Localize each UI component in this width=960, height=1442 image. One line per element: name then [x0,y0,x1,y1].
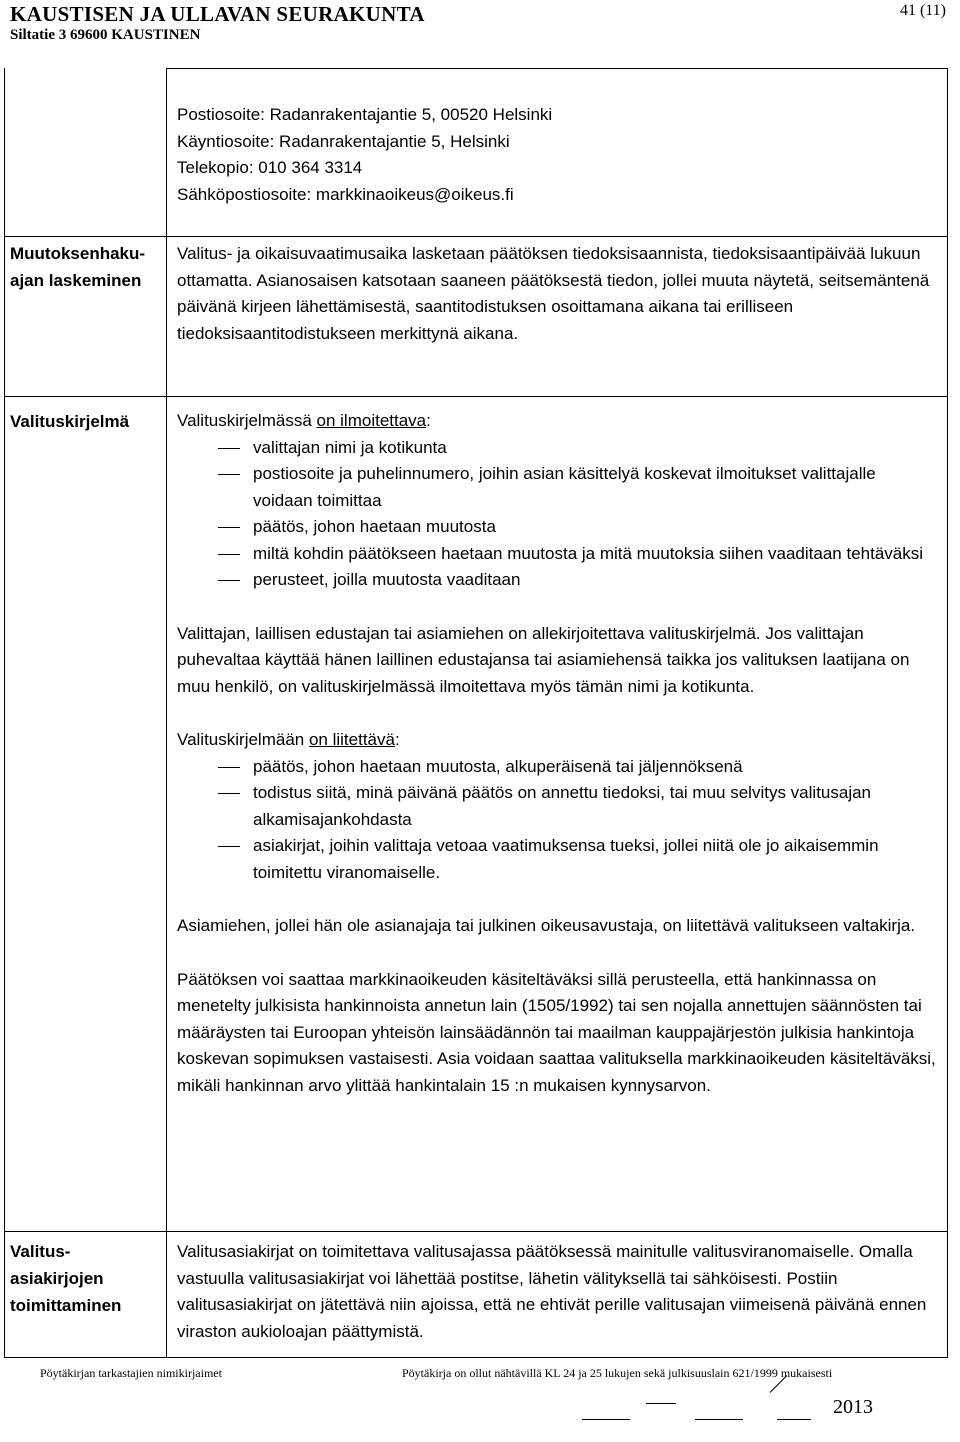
list-item-text: todistus siitä, minä päivänä päätös on annettu tiedoksi, tai muu selvitys valitusajan alkamisajankohdasta [253,783,872,829]
list-item [177,435,939,462]
table-column-divider [166,68,167,1358]
list-item-text: päätös, johon haetaan muutosta, alkuperäisenä tai jäljennöksenä [253,756,743,776]
dash-bullet-icon [218,580,240,581]
dash-bullet-icon [218,793,240,794]
appeal-period-label-line-2: ajan laskeminen [10,271,142,290]
required-info-heading [177,408,939,435]
organization-name: KAUSTISEN JA ULLAVAN SEURAKUNTA [10,2,425,26]
list-item-text: asiakirjat, joihin valittaja vetoaa vaatimuksensa tueksi, jollei niitä ole jo aikaisemmin toimitettu viranomaiselle. [253,836,879,882]
row-divider-2 [4,396,948,397]
signature-line-2 [646,1403,676,1404]
table-left-border [4,68,5,1358]
list-item-text: päätös, johon haetaan muutosta [253,517,496,536]
required-info-list [177,435,939,594]
signature-line-4 [777,1419,811,1420]
required-info-underlined: on ilmoitettava [316,411,427,430]
dash-bullet-icon [218,767,240,768]
table-top-border [166,68,948,69]
table-bottom-border [4,1357,948,1358]
page-number: 41 (11) [899,2,946,19]
list-item [177,514,939,541]
required-info-prefix: Valituskirjelmässä [177,411,317,430]
appeal-letter-content [177,408,939,1099]
signature-line-1 [582,1419,630,1420]
row-divider-3 [4,1231,948,1232]
dash-bullet-icon [218,527,240,528]
delivery-label [10,1238,160,1319]
delivery-paragraph: Valitusasiakirjat on toimitettava valitusajassa päätöksessä mainitulle valitusviranomaiselle. Omalla vastuulla valitusasiakirjat voi lähettää postitse, lähetin välityksellä tai sähköisesti. Postiin valitusasiakirjat on jätettävä niin ajoissa, että ne ehtivät perille valitusajan viimeisenä päivänä ennen viraston aukioloajan päättymistä. [177,1242,927,1341]
dash-bullet-icon [218,846,240,847]
signature-line-3 [695,1419,743,1420]
attachments-heading [177,727,939,754]
postal-address: Postiosoite: Radanrakentajantie 5, 00520 Helsinki [177,105,553,124]
delivery-label-line-1: Valitus- [10,1242,71,1261]
list-item [177,541,939,568]
delivery-label-line-2: asiakirjojen [10,1269,104,1288]
list-item [177,833,939,886]
list-item-text: valittajan nimi ja kotikunta [253,437,447,457]
delivery-label-line-3: toimittaminen [10,1296,122,1315]
attachments-underlined: on liitettävä [308,730,395,749]
contact-info [177,102,939,208]
year: 2013 [833,1396,873,1418]
visiting-address: Käyntiosoite: Radanrakentajantie 5, Helsinki [177,131,510,151]
appeal-period-paragraph: Valitus- ja oikaisuvaatimusaika lasketaan päätöksen tiedoksisaannista, tiedoksisaantipäivää lukuun ottamatta. Asianosaisen katsotaan saaneen päätöksestä tiedon, jollei muuta näytetä, seitsemäntenä päivänä kirjeen lähettämisestä, saantitodistuksen osoittamana aikana tai erilliseen tiedoksisaantitodistukseen merkittynä aikana. [177,244,930,343]
power-of-attorney-paragraph: Asiamiehen, jollei hän ole asianajaja tai julkinen oikeusavustaja, on liitettävä valitukseen valtakirja. [177,916,916,935]
list-item-text: perusteet, joilla muutosta vaaditaan [253,570,521,589]
required-info-suffix: : [426,411,431,430]
list-item [177,461,939,514]
fax-number: Telekopio: 010 364 3314 [177,158,363,177]
dash-bullet-icon [218,554,240,555]
attachments-prefix: Valituskirjelmään [177,730,309,749]
list-item [177,567,939,594]
attachments-suffix: : [394,730,400,749]
dash-bullet-icon [218,448,240,449]
appeal-letter-label: Valituskirjelmä [10,412,130,431]
list-item [177,754,939,781]
table-right-border [947,68,948,1358]
appeal-period-label [10,240,160,294]
list-item-text: miltä kohdin päätökseen haetaan muutosta ja mitä muutoksia siihen vaaditaan tehtäväksi [253,543,924,563]
row-divider-1 [4,236,948,237]
attachments-list [177,754,939,887]
organization-address: Siltatie 3 69600 KAUSTINEN [10,27,201,43]
list-item-text: postiosoite ja puhelinnumero, joihin asian käsittelyä koskevat ilmoitukset valittajalle voidaan toimittaa [253,464,876,510]
email-address: Sähköpostiosoite: markkinaoikeus@oikeus.fi [177,184,514,204]
dash-bullet-icon [218,474,240,475]
list-item [177,780,939,833]
public-display-caption: Pöytäkirja on ollut nähtävillä KL 24 ja 25 lukujen sekä julkisuuslain 621/1999 mukaisesti [402,1366,833,1380]
reviewer-initials-caption: Pöytäkirjan tarkastajien nimikirjaimet [40,1366,222,1380]
appeal-period-text [177,241,939,347]
signing-paragraph: Valittajan, laillisen edustajan tai asiamiehen on allekirjoitettava valituskirjelmä. Jos valittajan puhevaltaa käyttää hänen laillinen edustajansa tai asiamiehensä taikka jos valituksen laatijana on muu henkilö, on valituskirjelmässä ilmoitettava myös tämän nimi ja kotikunta. [177,623,910,696]
market-court-paragraph: Päätöksen voi saattaa markkinaoikeuden käsiteltäväksi sillä perusteella, että hankinnassa on menetelty julkisista hankinnoista annetun lain (1505/1992) tai sen nojalla annettujen säännösten tai määräysten tai Euroopan yhteisön lainsäädännön tai maailman kauppajärjestön julkisia hankintoja koskevan sopimuksen vastaisesti. Asia voidaan saattaa valituksella markkinaoikeuden käsiteltäväksi, mikäli hankinnan arvo ylittää hankintalain 15 :n mukaisen kynnysarvon. [177,969,936,1095]
delivery-text [177,1239,939,1345]
appeal-period-label-line-1: Muutoksenhaku- [10,244,146,263]
